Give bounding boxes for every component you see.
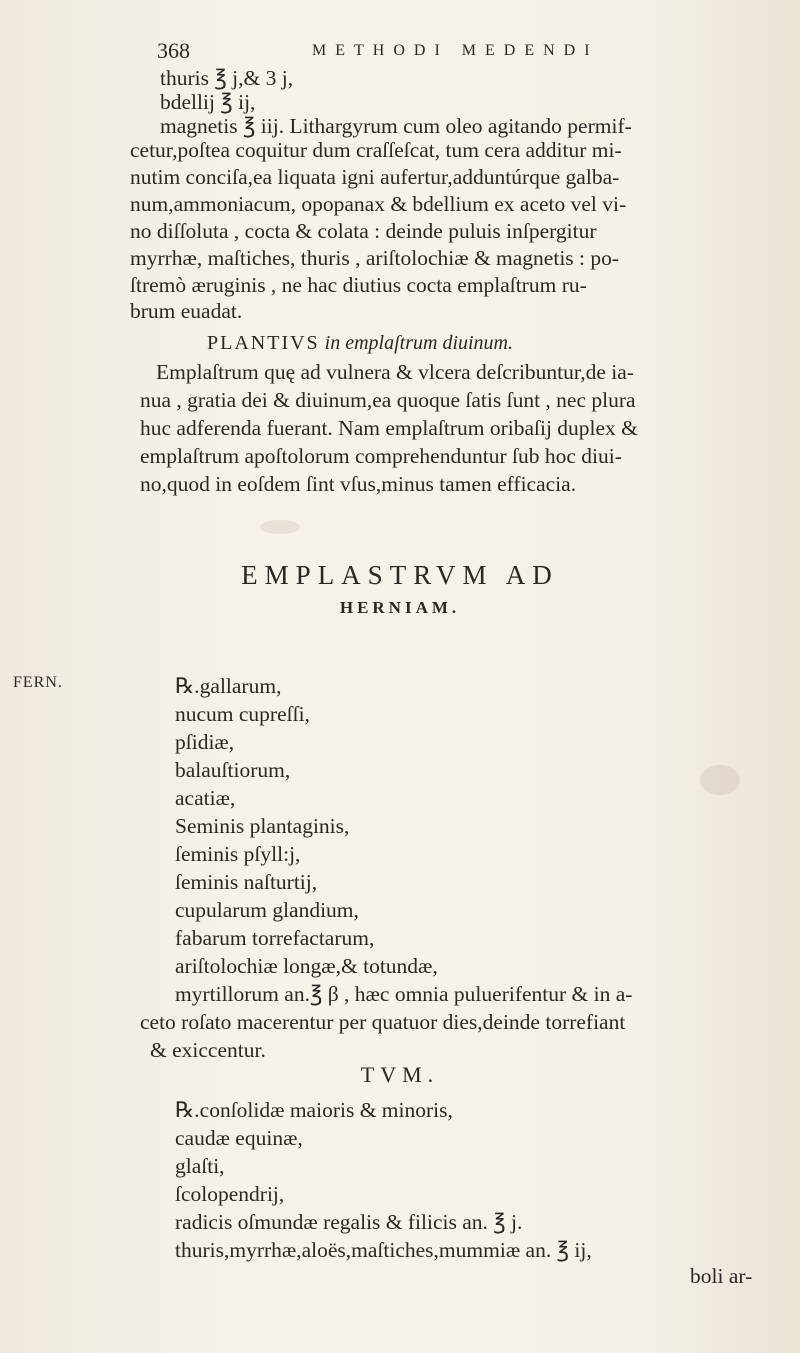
margin-note: FERN. [13,674,63,691]
list-item: acatiæ, [175,786,236,810]
list-item: myrtillorum an.℥ β , hæc omnia puluerifentur & in a- [175,982,633,1006]
text-line: emplaſtrum apoſtolorum comprehenduntur ſub hoc diui- [140,444,622,468]
list-item: radicis oſmundæ regalis & filicis an. ℥ j. [175,1210,523,1234]
list-item: ℞.gallarum, [175,674,282,698]
list-item: balauſtiorum, [175,758,291,782]
text-line: magnetis ℥ iij. Lithargyrum cum oleo agitando permif- [160,114,632,138]
list-item: fabarum torrefactarum, [175,926,375,950]
section-heading [207,331,513,355]
ink-smudge [260,520,300,534]
running-head: METHODI MEDENDI [312,42,599,59]
text-line: num,ammoniacum, opopanax & bdellium ex aceto vel vi- [130,192,627,216]
list-item: Seminis plantaginis, [175,814,350,838]
text-line: brum euadat. [130,299,243,323]
section-author: PLANTIVS [207,332,320,354]
list-item: ℞.conſolidæ maioris & minoris, [175,1098,453,1122]
text-line: Emplaſtrum quę ad vulnera & vlcera deſcribuntur,de ia- [156,360,634,384]
list-item: caudæ equinæ, [175,1126,303,1150]
page-number: 368 [157,38,190,63]
text-line: & exiccentur. [150,1038,266,1062]
text-line: ſtremò æruginis , ne hac diutius cocta emplaſtrum ru- [130,273,587,297]
text-line: cetur,poſtea coquitur dum craſſeſcat, tum cera additur mi- [130,138,622,162]
text-line: no diſſoluta , cocta & colata : deinde puluis inſpergitur [130,219,597,243]
text-line: ceto roſato macerentur per quatuor dies,deinde torrefiant [140,1010,626,1034]
tum-heading: TVM. [360,1062,440,1087]
list-item: ſeminis naſturtij, [175,870,318,894]
catchword: boli ar- [690,1264,753,1288]
list-item: ariſtolochiæ longæ,& totundæ, [175,954,438,978]
page-header [157,38,777,68]
section-title: in emplaſtrum diuinum. [324,332,514,354]
list-item: ſcolopendrij, [175,1182,285,1206]
text-line: huc adferenda fuerant. Nam emplaſtrum oribaſij duplex & [140,416,638,440]
text-line: nua , gratia dei & diuinum,ea quoque ſatis ſunt , nec plura [140,388,636,412]
text-line: thuris ℥ j,& 3 j, [160,66,294,90]
text-line: bdellij ℥ ij, [160,90,256,114]
text-line: myrrhæ, maſtiches, thuris , ariſtolochiæ & magnetis : po- [130,246,620,270]
list-item: cupularum glandium, [175,898,359,922]
list-item: ſeminis pſyll:j, [175,842,301,866]
list-item: thuris,myrrhæ,aloës,maſtiches,mummiæ an. ℥ ij, [175,1238,592,1262]
list-item: pſidiæ, [175,730,235,754]
ink-smudge [700,765,740,795]
recipe-subtitle: HERNIAM. [339,598,461,617]
list-item: glaſti, [175,1154,225,1178]
recipe-title: EMPLASTRVM AD [241,560,559,590]
text-line: no,quod in eoſdem ſint vſus,minus tamen efficacia. [140,472,577,496]
list-item: nucum cupreſſi, [175,702,310,726]
text-line: nutim conciſa,ea liquata igni aufertur,adduntúrque galba- [130,165,620,189]
